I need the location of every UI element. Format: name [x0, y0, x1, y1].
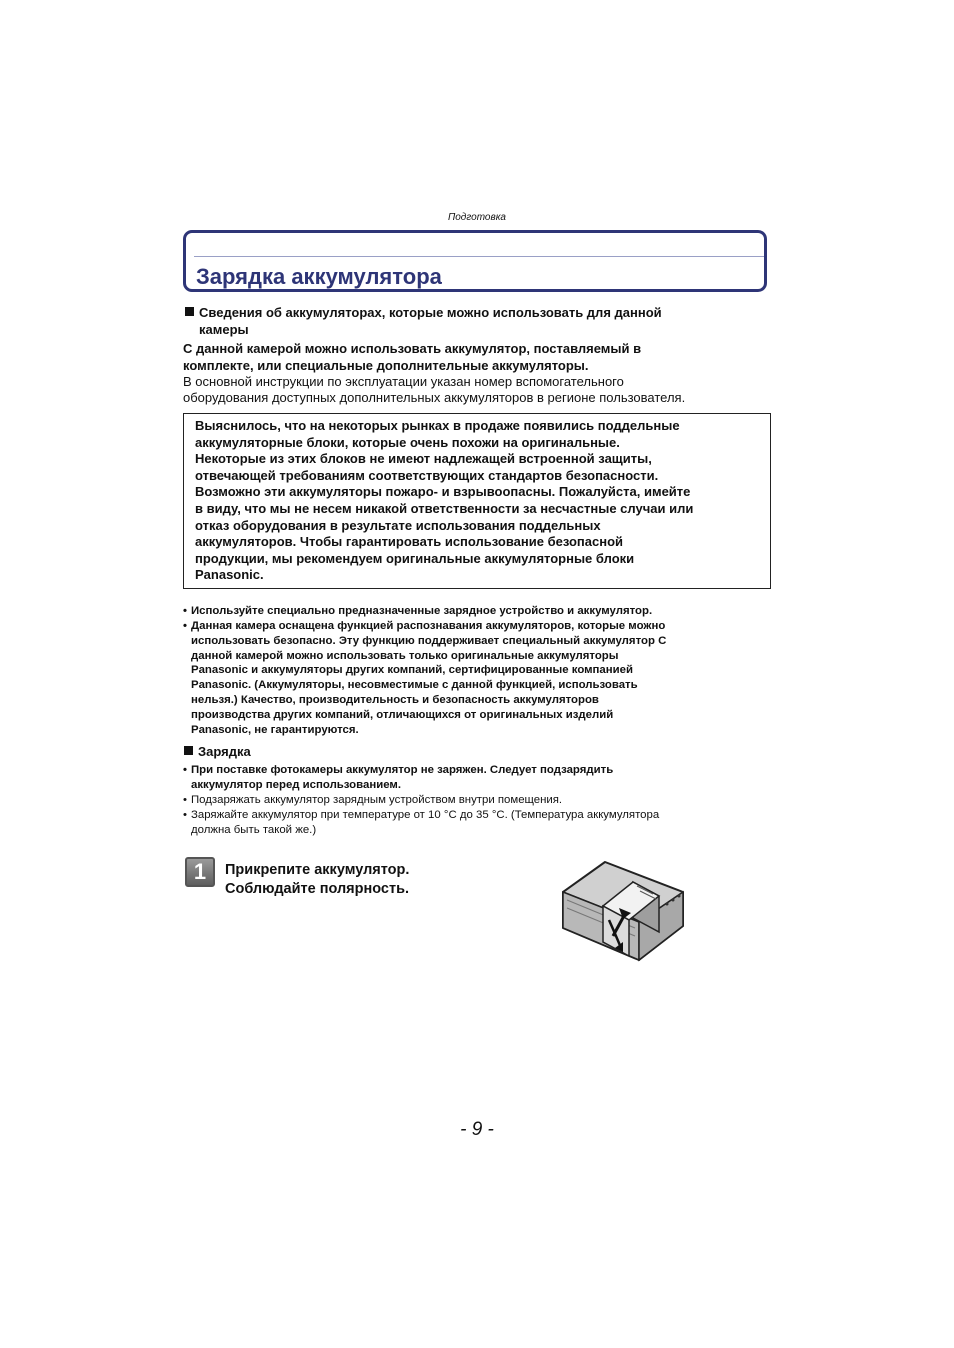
- step-line2: Соблюдайте полярность.: [225, 881, 410, 897]
- subsection-heading-line1: Сведения об аккумуляторах, которые можно использовать для данной: [199, 305, 662, 320]
- square-bullet-icon: [185, 307, 194, 316]
- warning-line: аккумуляторные блоки, которые очень похожи на оригинальные.: [195, 434, 620, 450]
- step-line1: Прикрепите аккумулятор.: [225, 862, 410, 878]
- bullet-icon: •: [183, 764, 187, 776]
- warning-line: в виду, что мы не несем никакой ответственности за несчастные случаи или: [195, 500, 694, 516]
- title-box: [183, 230, 767, 292]
- warning-line: продукции, мы рекомендуем оригинальные аккумуляторные блоки: [195, 550, 635, 566]
- bullet-icon: •: [183, 809, 187, 821]
- subsection-heading-line2: камеры: [199, 322, 249, 337]
- note-dedicated-charger: [183, 604, 773, 619]
- title-divider: [194, 256, 764, 257]
- subsection-heading-batteries: [185, 304, 765, 338]
- note-line: Заряжайте аккумулятор при температуре от 10 °C до 35 °C. (Температура аккумулятора: [191, 809, 660, 821]
- note-line: Panasonic. (Аккумуляторы, несовместимые с данной функцией, использовать: [191, 679, 638, 692]
- note-battery-recognition: [183, 619, 773, 737]
- note-line: При поставке фотокамеры аккумулятор не заряжен. Следует подзарядить: [191, 764, 614, 776]
- note-text: Подзаряжать аккумулятор зарядным устройством внутри помещения.: [191, 794, 563, 806]
- note-line: аккумулятор перед использованием.: [191, 778, 401, 791]
- charging-heading-text: Зарядка: [198, 744, 251, 759]
- charging-note-indoors: [183, 793, 773, 808]
- note-line: Panasonic, не гарантируются.: [191, 723, 359, 736]
- charging-note-temperature: [183, 808, 773, 838]
- note-text: Используйте специально предназначенные зарядное устройство и аккумулятор.: [191, 605, 653, 617]
- counterfeit-warning-box: [183, 413, 771, 589]
- bullet-icon: •: [183, 605, 187, 617]
- step-number-badge: 1: [185, 857, 215, 887]
- note-line: Данная камера оснащена функцией распознавания аккумуляторов, которые можно: [191, 620, 666, 632]
- square-bullet-icon: [184, 746, 193, 755]
- accessory-paragraph: [183, 374, 773, 406]
- note-line: производства других компаний, отличающихся от оригинальных изделий: [191, 708, 614, 721]
- accessory-line2: оборудования доступных дополнительных аккумуляторов в регионе пользователя.: [183, 390, 686, 405]
- warning-line: Panasonic.: [195, 567, 264, 583]
- page-number: - 9 -: [460, 1119, 494, 1140]
- note-line: использовать безопасно. Эту функцию поддерживает специальный аккумулятор С: [191, 634, 667, 647]
- compatibility-paragraph: [183, 340, 768, 374]
- charging-heading: [184, 744, 251, 759]
- charging-note-not-charged: [183, 763, 773, 793]
- battery-charger-illustration: [555, 856, 690, 968]
- note-line: Panasonic и аккумуляторы других компаний, сертифицированные компанией: [191, 664, 633, 677]
- bullet-icon: •: [183, 794, 187, 806]
- section-label: Подготовка: [448, 212, 506, 223]
- warning-line: отказ оборудования в результате использования поддельных: [195, 517, 601, 533]
- note-line: должна быть такой же.): [191, 823, 317, 836]
- accessory-line1: В основной инструкции по эксплуатации указан номер вспомогательного: [183, 374, 624, 389]
- warning-line: отвечающей требованиям соответствующих стандартов безопасности.: [195, 467, 659, 483]
- compatibility-line1: С данной камерой можно использовать аккумулятор, поставляемый в: [183, 341, 642, 356]
- compatibility-line2: комплекте, или специальные дополнительные аккумуляторы.: [183, 358, 589, 373]
- note-line: нельзя.) Качество, производительность и безопасность аккумуляторов: [191, 693, 599, 706]
- warning-line: Некоторые из этих блоков не имеют надлежащей встроенной защиты,: [195, 451, 652, 467]
- note-line: данной камерой можно использовать только оригинальные аккумуляторы: [191, 649, 619, 662]
- bullet-icon: •: [183, 620, 187, 632]
- warning-line: аккумуляторов. Чтобы гарантировать использование безопасной: [195, 534, 624, 550]
- page-title: Зарядка аккумулятора: [196, 264, 442, 289]
- step-instruction: [225, 861, 409, 899]
- warning-line: Возможно эти аккумуляторы пожаро- и взрывоопасны. Пожалуйста, имейте: [195, 484, 691, 500]
- warning-line: Выяснилось, что на некоторых рынках в продаже появились поддельные: [195, 418, 680, 433]
